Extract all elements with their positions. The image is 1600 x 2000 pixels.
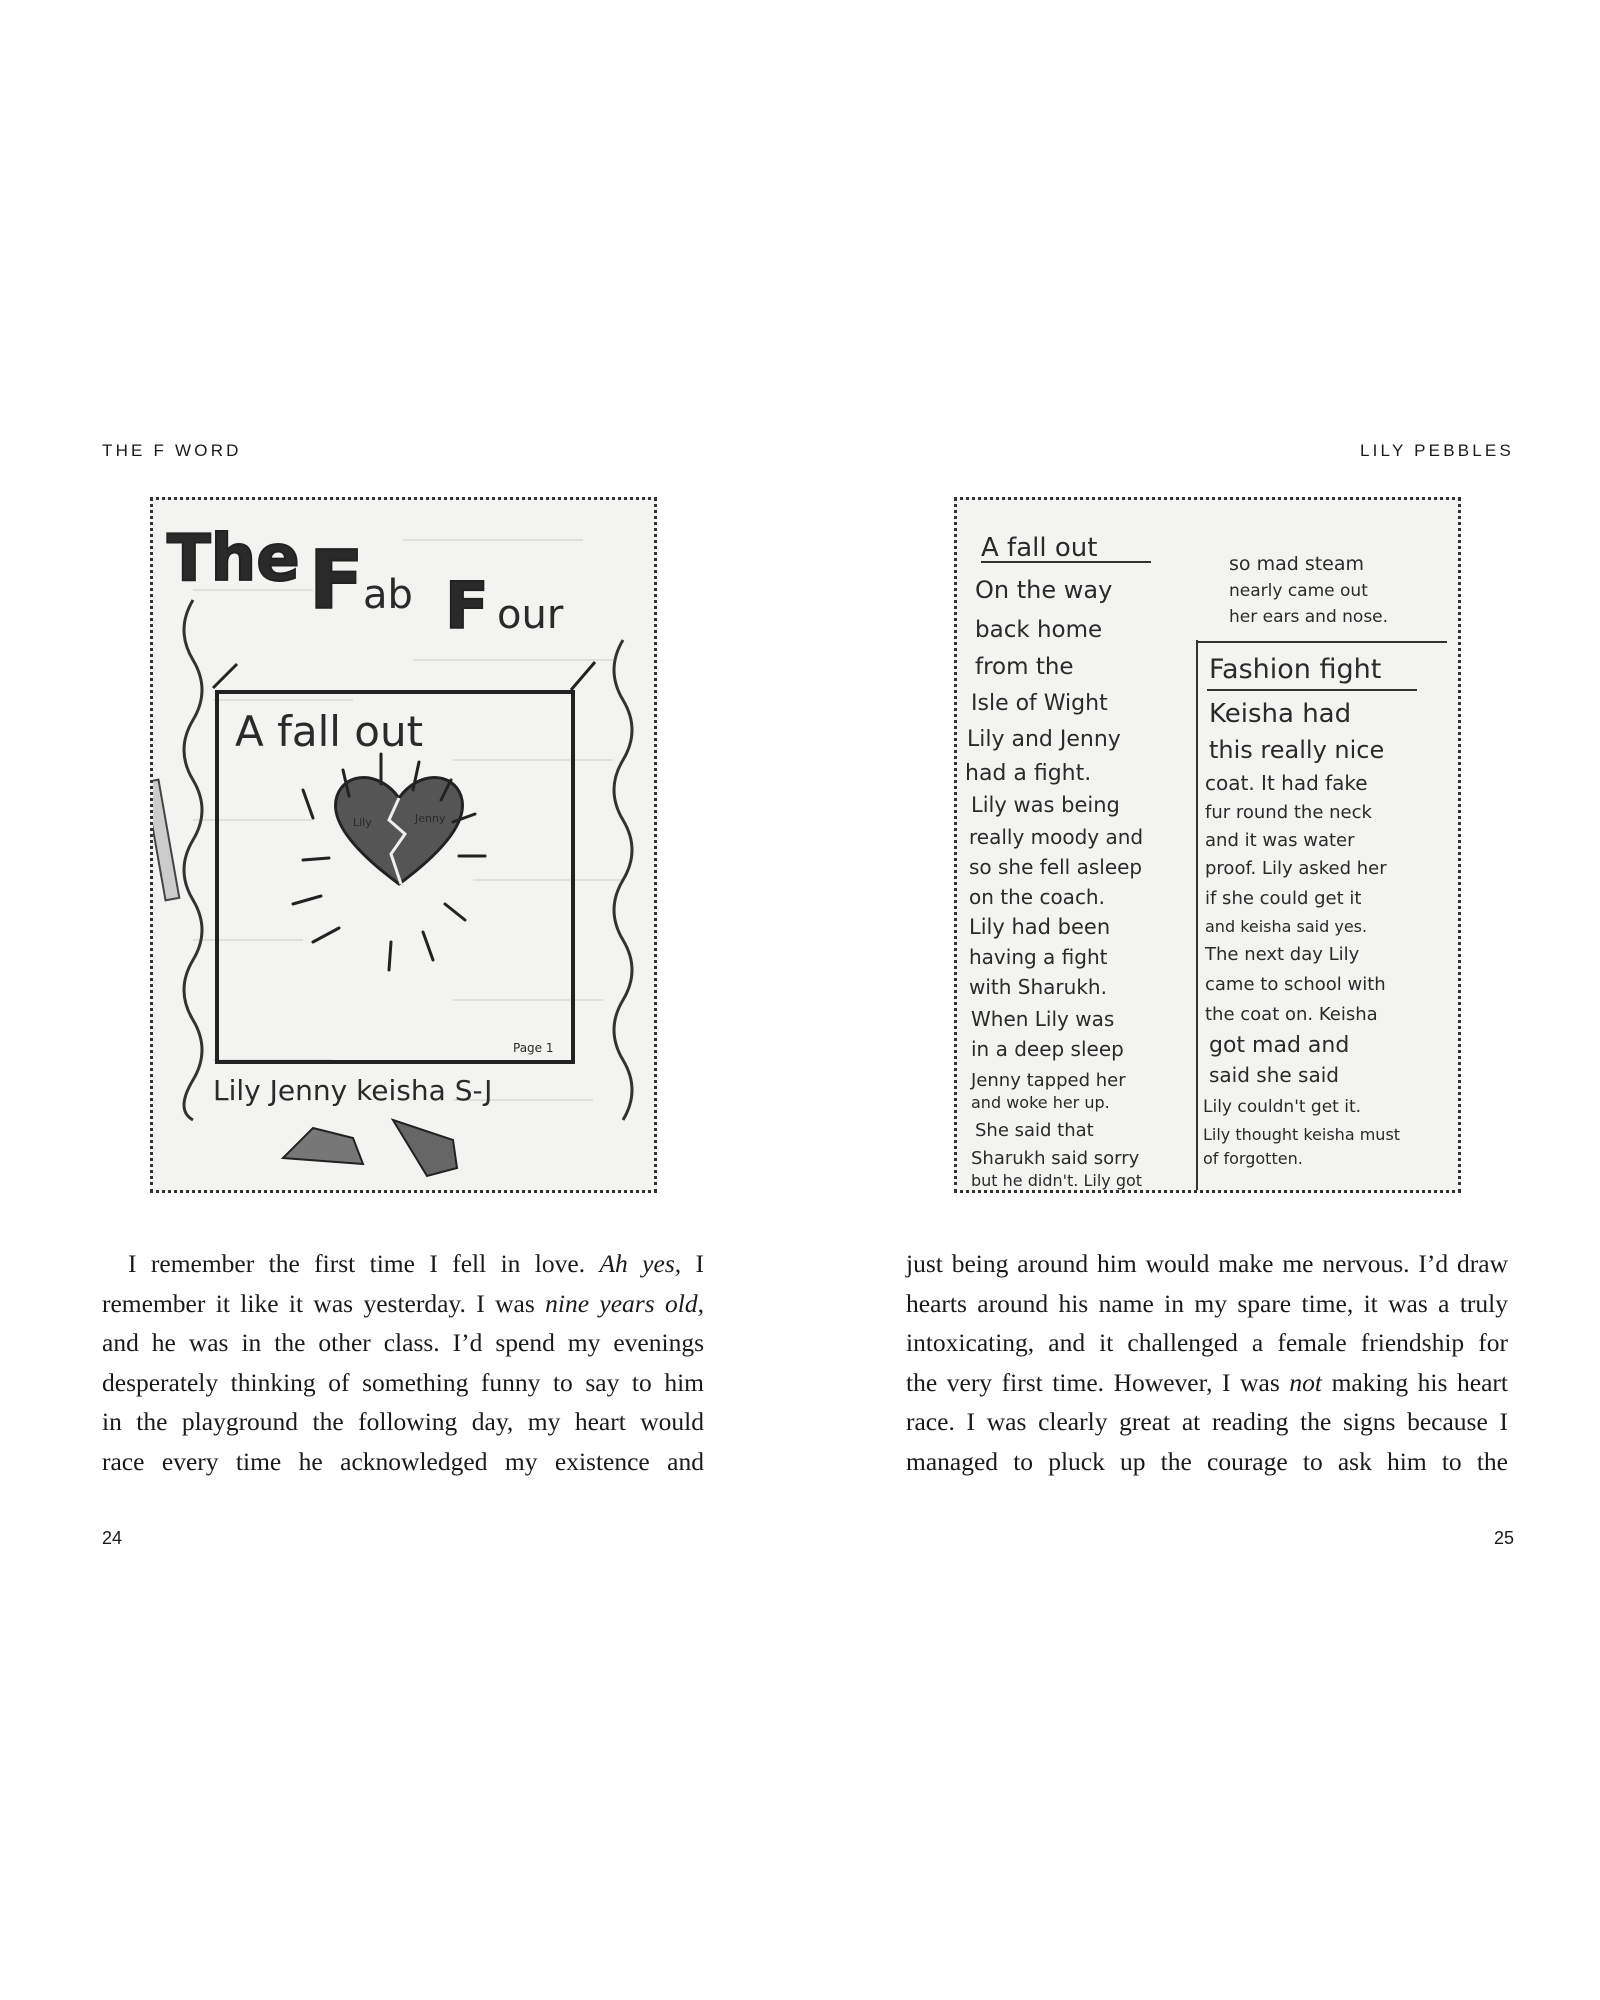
drawing-panel-title: A fall out	[235, 707, 424, 756]
svg-text:The next day Lily: The next day Lily	[1205, 944, 1360, 965]
left-column-handwriting	[965, 533, 1143, 1190]
svg-text:She said that: She said that	[975, 1120, 1094, 1141]
drawing-names-line: Lily Jenny keisha S-J	[213, 1074, 493, 1107]
page-number-left: 24	[102, 1528, 123, 1548]
text-line: managed to pluck up the courage to ask him to the	[906, 1446, 1508, 1476]
svg-text:in a deep sleep: in a deep sleep	[971, 1037, 1124, 1061]
svg-text:from the: from the	[975, 654, 1074, 680]
drawing-title-f2: F	[445, 570, 489, 644]
text-line: desperately thinking of something funny to say to him	[102, 1367, 704, 1397]
text-line: race. I was clearly great at reading the signs because I	[906, 1407, 1508, 1436]
svg-text:on the coach.: on the coach.	[969, 885, 1105, 909]
svg-text:Lily and Jenny: Lily and Jenny	[967, 727, 1121, 752]
svg-text:When Lily was: When Lily was	[971, 1007, 1115, 1031]
svg-text:Lily couldn't get it.: Lily couldn't get it.	[1203, 1097, 1362, 1117]
svg-text:and it was water: and it was water	[1205, 830, 1355, 851]
svg-text:Jenny tapped her: Jenny tapped her	[971, 1070, 1126, 1091]
running-head-left: THE F WORD	[102, 441, 242, 460]
svg-text:if she could get it: if she could get it	[1205, 888, 1362, 909]
svg-text:coat. It had fake: coat. It had fake	[1205, 771, 1368, 795]
handwritten-story-illustration	[957, 500, 1458, 1190]
svg-text:so she fell asleep: so she fell asleep	[969, 855, 1143, 879]
svg-text:proof. Lily asked her: proof. Lily asked her	[1205, 858, 1387, 879]
body-text-left	[102, 1244, 704, 1481]
childs-drawing-cover	[150, 497, 657, 1193]
svg-text:Sharukh said sorry: Sharukh said sorry	[971, 1148, 1140, 1169]
page-number-right: 25	[1493, 1528, 1514, 1548]
svg-text:with Sharukh.: with Sharukh.	[969, 975, 1107, 999]
svg-text:Lily thought keisha must: Lily thought keisha must	[1203, 1125, 1401, 1144]
svg-text:but he didn't. Lily got: but he didn't. Lily got	[971, 1171, 1143, 1190]
svg-text:so mad steam: so mad steam	[1229, 553, 1365, 575]
text-line: hearts around his name in my spare time, it was a truly	[906, 1288, 1508, 1318]
text-line: I remember the first time I fell in love. Ah yes, I	[128, 1249, 705, 1278]
svg-text:really moody and: really moody and	[969, 825, 1144, 849]
svg-text:Jenny: Jenny	[415, 812, 446, 825]
text-line: intoxicating, and it challenged a female friendship for	[906, 1328, 1508, 1357]
svg-text:nearly came out: nearly came out	[1229, 581, 1368, 601]
running-head-right: LILY PEBBLES	[1359, 441, 1514, 460]
top-right-handwriting	[1229, 553, 1388, 627]
svg-text:On the way: On the way	[975, 576, 1113, 604]
drawing-title-f1: F	[309, 534, 364, 627]
svg-text:got mad and: got mad and	[1209, 1033, 1350, 1058]
drawing-title-our: our	[497, 592, 564, 638]
svg-text:the coat on. Keisha: the coat on. Keisha	[1205, 1004, 1378, 1025]
svg-text:her ears and nose.: her ears and nose.	[1229, 607, 1389, 627]
childs-handwritten-story	[954, 497, 1461, 1193]
drawing-title-ab: ab	[363, 572, 413, 618]
svg-text:of forgotten.: of forgotten.	[1203, 1149, 1303, 1168]
svg-text:Lily had been: Lily had been	[969, 915, 1111, 939]
svg-text:having a fight: having a fight	[969, 945, 1108, 969]
svg-text:back home: back home	[975, 617, 1103, 643]
svg-text:had a fight.: had a fight.	[965, 761, 1092, 786]
svg-text:and woke her up.: and woke her up.	[971, 1093, 1110, 1112]
svg-text:said she said: said she said	[1209, 1063, 1339, 1087]
svg-text:Isle of Wight: Isle of Wight	[971, 691, 1108, 716]
body-text-right	[906, 1244, 1508, 1481]
drawing-corner-note: Page 1	[513, 1041, 554, 1055]
right-column-handwriting	[1203, 654, 1400, 1168]
text-line: just being around him would make me nervous. I’d draw	[906, 1249, 1508, 1278]
text-line: and he was in the other class. I’d spend my evenings	[102, 1328, 704, 1357]
svg-text:this really nice: this really nice	[1209, 736, 1385, 764]
svg-text:and keisha said yes.: and keisha said yes.	[1205, 917, 1368, 936]
text-line: race every time he acknowledged my existence and	[102, 1446, 704, 1476]
text-line: remember it like it was yesterday. I was nine years old,	[102, 1288, 704, 1318]
svg-text:came to school with: came to school with	[1205, 974, 1386, 995]
text-line: the very first time. However, I was not making his heart	[906, 1367, 1508, 1397]
svg-text:fur round the neck: fur round the neck	[1205, 802, 1372, 823]
drawing-title-the: The	[167, 522, 300, 596]
cover-drawing-illustration	[153, 500, 654, 1190]
svg-text:Keisha had: Keisha had	[1209, 699, 1352, 729]
text-line: in the playground the following day, my heart would	[102, 1407, 704, 1436]
svg-text:Lily: Lily	[353, 816, 372, 829]
story-title-a-fall-out: A fall out	[981, 533, 1098, 563]
svg-text:Lily was being: Lily was being	[971, 793, 1120, 817]
story-title-fashion-fight: Fashion fight	[1209, 654, 1382, 685]
